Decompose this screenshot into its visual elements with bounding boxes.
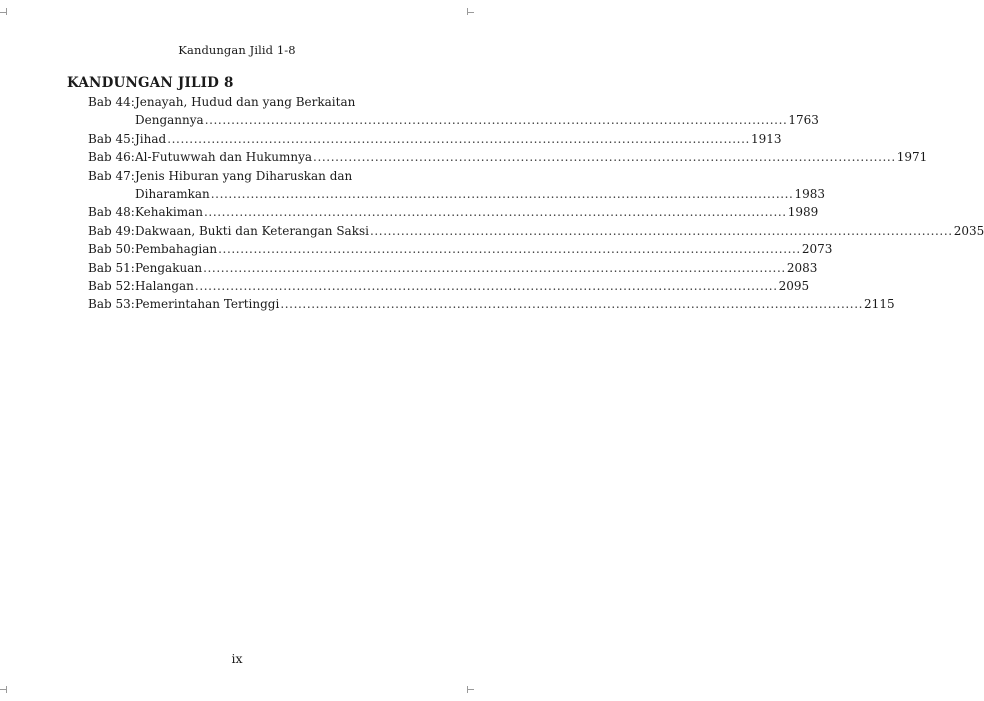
dot-leader: ....................................................................................................................................	[313, 150, 896, 165]
chapter-number: Bab 45:	[88, 131, 135, 146]
dot-leader: ....................................................................................................................................	[203, 260, 786, 275]
chapter-title: Jihad	[135, 131, 167, 146]
toc-entry-line	[88, 131, 782, 150]
dot-leader: ....................................................................................................................................	[369, 223, 953, 238]
toc-entry-line	[88, 150, 928, 168]
toc-entry-line	[88, 95, 408, 113]
chapter-title: Jenayah, Hudud dan yang Berkaitan	[135, 95, 356, 109]
chapter-number: Bab 53:	[88, 297, 135, 312]
chapter-title: Pembahagian	[135, 242, 218, 257]
chapter-title: Dakwaan, Bukti dan Keterangan Saksi	[135, 223, 369, 238]
chapter-page-number: 1989	[787, 205, 819, 220]
chapter-title: Pemerintahan Tertinggi	[135, 297, 280, 312]
chapter-number: Bab 44:	[88, 95, 135, 109]
toc-entry[interactable]	[88, 150, 928, 168]
chapter-title: Al-Futuwwah dan Hukumnya	[135, 150, 313, 165]
chapter-number: Bab 48:	[88, 205, 135, 220]
chapter-page-number: 1971	[896, 150, 928, 165]
chapter-number: Bab 49:	[88, 223, 135, 238]
toc-entry[interactable]	[88, 168, 826, 206]
chapter-page-number: 1763	[788, 113, 819, 128]
chapter-page-number: 2095	[778, 278, 810, 293]
chapter-title: Dengannya	[135, 113, 204, 128]
toc-entry[interactable]	[88, 297, 895, 315]
toc-entry[interactable]	[88, 223, 984, 242]
chapter-number: Bab 47:	[88, 168, 135, 183]
chapter-number: Bab 50:	[88, 242, 135, 257]
dot-leader: ....................................................................................................................................	[218, 242, 801, 257]
toc-entry[interactable]	[88, 260, 818, 279]
crop-mark-top-left	[6, 8, 7, 15]
crop-mark-top-left	[0, 12, 6, 13]
toc-entry-line	[88, 297, 895, 315]
toc-entry-line	[88, 205, 819, 223]
toc-entry[interactable]	[88, 278, 810, 297]
chapter-page-number: 2035	[953, 223, 984, 238]
page-number: ix	[231, 651, 243, 666]
toc-entry[interactable]	[88, 131, 782, 150]
chapter-page-number: 1983	[794, 186, 826, 201]
chapter-title: Pengakuan	[135, 260, 203, 275]
chapter-number: Bab 51:	[88, 260, 135, 275]
crop-mark-bottom-left	[6, 686, 7, 693]
chapter-page-number: 2083	[786, 260, 818, 275]
chapter-page-number: 1913	[750, 131, 782, 146]
dot-leader: ....................................................................................................................................	[167, 131, 750, 146]
crop-mark-top-right	[468, 12, 474, 13]
running-head: Kandungan Jilid 1-8	[178, 43, 296, 57]
chapter-page-number: 2073	[801, 242, 833, 257]
dot-leader: ....................................................................................................................................	[204, 205, 787, 220]
section-heading: KANDUNGAN JILID 8	[67, 75, 234, 91]
toc-entry[interactable]	[88, 95, 819, 132]
crop-mark-bottom-right	[468, 689, 474, 690]
dot-leader: ....................................................................................................................................	[204, 113, 788, 128]
toc-entry-line	[88, 242, 833, 260]
crop-mark-bottom-left	[0, 689, 6, 690]
dot-leader: ....................................................................................................................................	[210, 186, 794, 201]
chapter-number: Bab 52:	[88, 278, 135, 293]
toc-entry-line	[88, 223, 984, 242]
toc-entry-line	[88, 260, 818, 279]
toc-entry[interactable]	[88, 242, 833, 260]
dot-leader: ....................................................................................................................................	[194, 278, 778, 293]
toc-entry-line	[88, 278, 810, 297]
chapter-title: Jenis Hiburan yang Diharuskan dan	[135, 168, 353, 183]
chapter-title: Diharamkan	[135, 186, 210, 201]
chapter-page-number: 2115	[864, 297, 895, 312]
toc-entry-line	[88, 113, 819, 131]
table-of-contents	[88, 95, 984, 316]
toc-entry[interactable]	[88, 205, 819, 223]
dot-leader: ....................................................................................................................................	[280, 297, 864, 312]
chapter-title: Kehakiman	[135, 205, 203, 220]
toc-entry-line	[88, 169, 408, 187]
chapter-number: Bab 46:	[88, 150, 135, 165]
toc-entry-line	[88, 186, 826, 205]
chapter-title: Halangan	[135, 278, 194, 293]
